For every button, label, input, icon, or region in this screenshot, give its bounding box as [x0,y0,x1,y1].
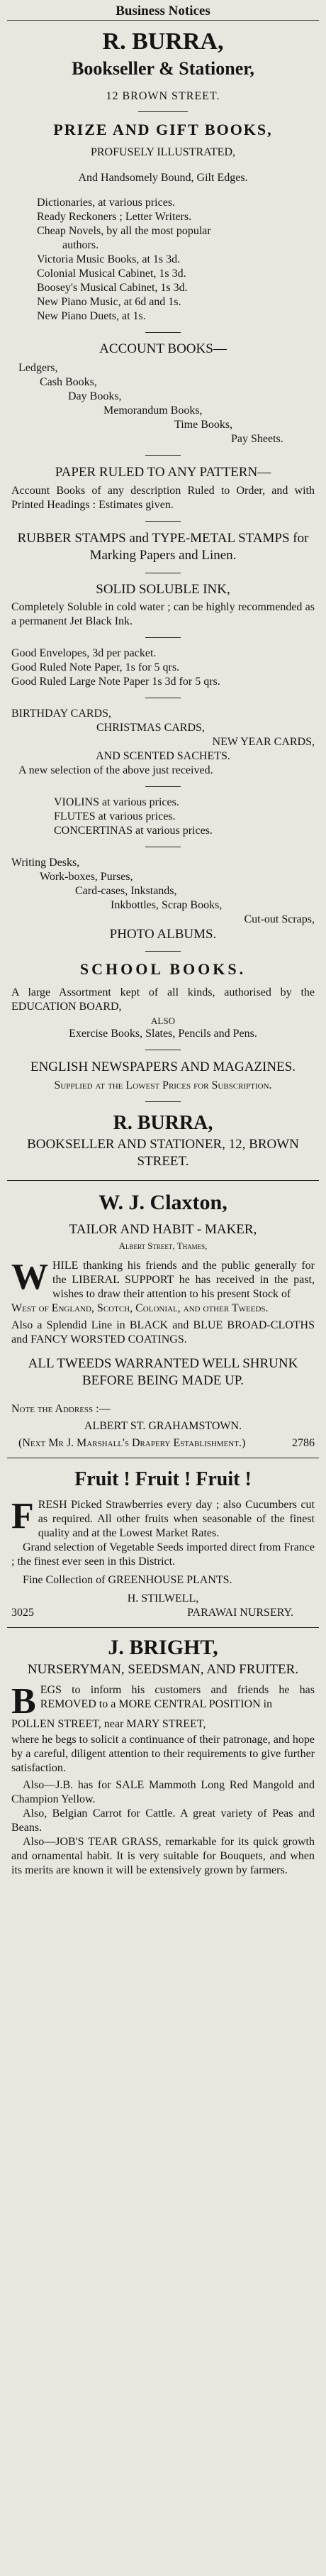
dropcap: B [11,1681,36,1722]
school-text: A large Assortment kept of all kinds, authorised by the EDUCATION BOARD, [11,986,315,1013]
news-text: Supplied at the Lowest Prices for Subscription. [54,1079,272,1091]
claxton-title: W. J. Claxton, [99,1191,227,1214]
envelope-list [11,646,315,689]
stilwell-advert [7,1465,319,1620]
stilwell-name: H. STILWELL, [127,1592,199,1605]
list-item: Colonial Musical Cabinet, 1s 3d. [37,268,186,280]
instrument-list [11,796,315,838]
burra-subtitle: Bookseller & Stationer, [72,58,254,79]
page-title: Business Notices [116,4,210,18]
list-item: FLUTES at various prices. [54,810,176,822]
dropcap: F [11,1496,34,1536]
list-item: Cut-out Scraps, [244,913,315,925]
stilwell-body [11,1498,315,1541]
news-heading: ENGLISH NEWSPAPERS AND MAGAZINES. [30,1059,296,1074]
divider [138,111,188,112]
claxton-number: 2786 [292,1437,315,1449]
divider [145,455,181,456]
claxton-body-text: HILE thanking his friends and the public generally for the LIBERAL SUPPORT he has received in the past, wishes to draw their attention to his present Stock of [52,1260,315,1300]
list-item: Cash Books, [40,376,97,388]
bright-also-1: Also—J.B. has for SALE Mammoth Long Red Mangold and Champion Yellow. [11,1779,315,1805]
bright-title: J. BRIGHT, [108,1636,218,1659]
school-items: Exercise Books, Slates, Pencils and Pens. [69,1028,257,1040]
claxton-note: Note the Address :— [11,1403,111,1415]
top-rule [7,20,319,21]
bright-also-2: Also, Belgian Carrot for Cattle. A great variety of Peas and Beans. [11,1807,315,1834]
list-item: Inkbottles, Scrap Books, [111,899,223,911]
claxton-stock: West of England, Scotch, Colonial, and other Tweeds. [11,1302,269,1314]
cards-line-1: BIRTHDAY CARDS, [11,708,111,720]
list-item: Good Ruled Note Paper, 1s for 5 qrs. [11,661,180,673]
burra-footer-name: R. BURRA, [113,1112,213,1134]
claxton-advert [7,1188,319,1451]
account-heading: ACCOUNT BOOKS— [99,341,227,356]
stilwell-footer [11,1606,315,1620]
prize-bound: And Handsomely Bound, Gilt Edges. [78,172,248,184]
claxton-body [11,1259,315,1301]
claxton-street: Albert Street, Thames, [118,1240,208,1251]
list-item: Work-boxes, Purses, [40,871,133,883]
burra-title: R. BURRA, [102,28,224,55]
section-rule [7,1627,319,1628]
list-item: Cheap Novels, by all the most popular [37,225,211,237]
stilwell-fine: Fine Collection of GREENHOUSE PLANTS. [23,1574,232,1586]
stilwell-nursery: PARAWAI NURSERY. [187,1607,293,1619]
ink-text: Completely Soluble in cold water ; can be highly recommended as a permanent Jet Black Ink. [11,601,315,627]
stilwell-number: 3025 [11,1607,34,1619]
list-item: Day Books, [68,390,122,402]
list-item: Ready Reckoners ; Letter Writers. [37,211,192,223]
account-list [11,361,315,446]
list-item: Good Envelopes, 3d per packet. [11,647,157,659]
burra-footer-addr: BOOKSELLER AND STATIONER, 12, BROWN STREET. [27,1137,299,1169]
stilwell-body-text: RESH Picked Strawberries every day ; also Cucumbers cut as required. All other fruits when seasonable of the finest quality and at the Lowest Market Rates. [38,1499,315,1539]
burra-address: 12 BROWN STREET. [106,90,220,102]
list-item: Ledgers, [18,362,58,374]
list-item: CONCERTINAS at various prices. [54,825,213,837]
list-item: Victoria Music Books, at 1s 3d. [37,253,181,265]
divider [145,637,181,638]
divider [145,1101,181,1102]
burra-advert [7,26,319,1170]
list-item: Memorandum Books, [103,404,203,417]
desk-list [11,856,315,927]
albums: PHOTO ALBUMS. [109,927,217,942]
prize-sub: PROFUSELY ILLUSTRATED, [90,146,236,158]
divider [145,332,181,333]
claxton-next: (Next Mr J. Marshall's Drapery Establishment.) [18,1437,246,1449]
list-item: Time Books, [174,419,233,431]
claxton-also: Also a Splendid Line in BLACK and BLUE BROAD-CLOTHS and FANCY WORSTED COATINGS. [11,1319,315,1345]
section-rule [7,1180,319,1181]
stamps-heading: RUBBER STAMPS and TYPE-METAL STAMPS for Marking Papers and Linen. [17,531,309,563]
stilwell-title: Fruit ! Fruit ! Fruit ! [74,1468,252,1490]
bright-subtitle: NURSERYMAN, SEEDSMAN, AND FRUITER. [27,1662,299,1677]
claxton-subtitle: TAILOR AND HABIT - MAKER, [69,1222,257,1237]
bright-body [11,1681,315,1722]
list-item: Dictionaries, at various prices. [37,197,176,209]
list-item: Good Ruled Large Note Paper 1s 3d for 5 qrs. [11,676,220,688]
list-item: New Piano Duets, at 1s. [37,310,146,322]
paper-heading: PAPER RULED TO ANY PATTERN— [55,465,271,480]
cards-line-2: CHRISTMAS CARDS, [96,722,205,734]
newspaper-page [7,0,319,1878]
paper-text: Account Books of any description Ruled to Order, and with Printed Headings : Estimates given. [11,485,315,511]
divider [145,951,181,952]
bright-also-3: Also—JOB'S TEAR GRASS, remarkable for its quick growth and ornamental habit. It is very suitable for Bouquets, and when its merits are known it will be extensively grown by farmers. [11,1836,315,1876]
list-item: Card-cases, Inkstands, [75,885,177,897]
bright-pollen: POLLEN STREET, near MARY STREET, [11,1718,206,1730]
stilwell-grand: Grand selection of Vegetable Seeds imported direct from France ; the finest ever seen in this District. [11,1541,315,1568]
claxton-address: ALBERT ST. GRAHAMSTOWN. [84,1420,242,1432]
prize-heading: PRIZE AND GIFT BOOKS, [53,121,273,138]
list-item: authors. [62,239,99,251]
school-also: ALSO [151,1015,175,1026]
ink-heading: SOLID SOLUBLE INK, [96,582,230,597]
prize-list [11,196,315,324]
cards-line-4: AND SCENTED SACHETS. [96,750,230,762]
bright-body2: where he begs to solicit a continuance of their patronage, and hope by a careful, diligent attention to their requirements to give further satisfaction. [11,1734,315,1774]
bright-advert [7,1634,319,1878]
cards-line-3: NEW YEAR CARDS, [212,736,315,748]
list-item: Writing Desks, [11,857,80,869]
cards-text: A new selection of the above just received. [18,764,213,776]
claxton-tweeds: ALL TWEEDS WARRANTED WELL SHRUNK BEFORE BEING MADE UP. [28,1356,298,1388]
list-item: Boosey's Musical Cabinet, 1s 3d. [37,282,188,294]
divider [145,786,181,787]
divider [145,521,181,522]
dropcap: W [11,1257,48,1297]
list-item: VIOLINS at various prices. [54,796,179,808]
list-item: New Piano Music, at 6d and 1s. [37,296,181,308]
bright-body-text: EGS to inform his customers and friends he has REMOVED to a MORE CENTRAL POSITION in [40,1684,315,1710]
list-item: Pay Sheets. [231,433,283,445]
school-heading: SCHOOL BOOKS. [79,960,247,978]
